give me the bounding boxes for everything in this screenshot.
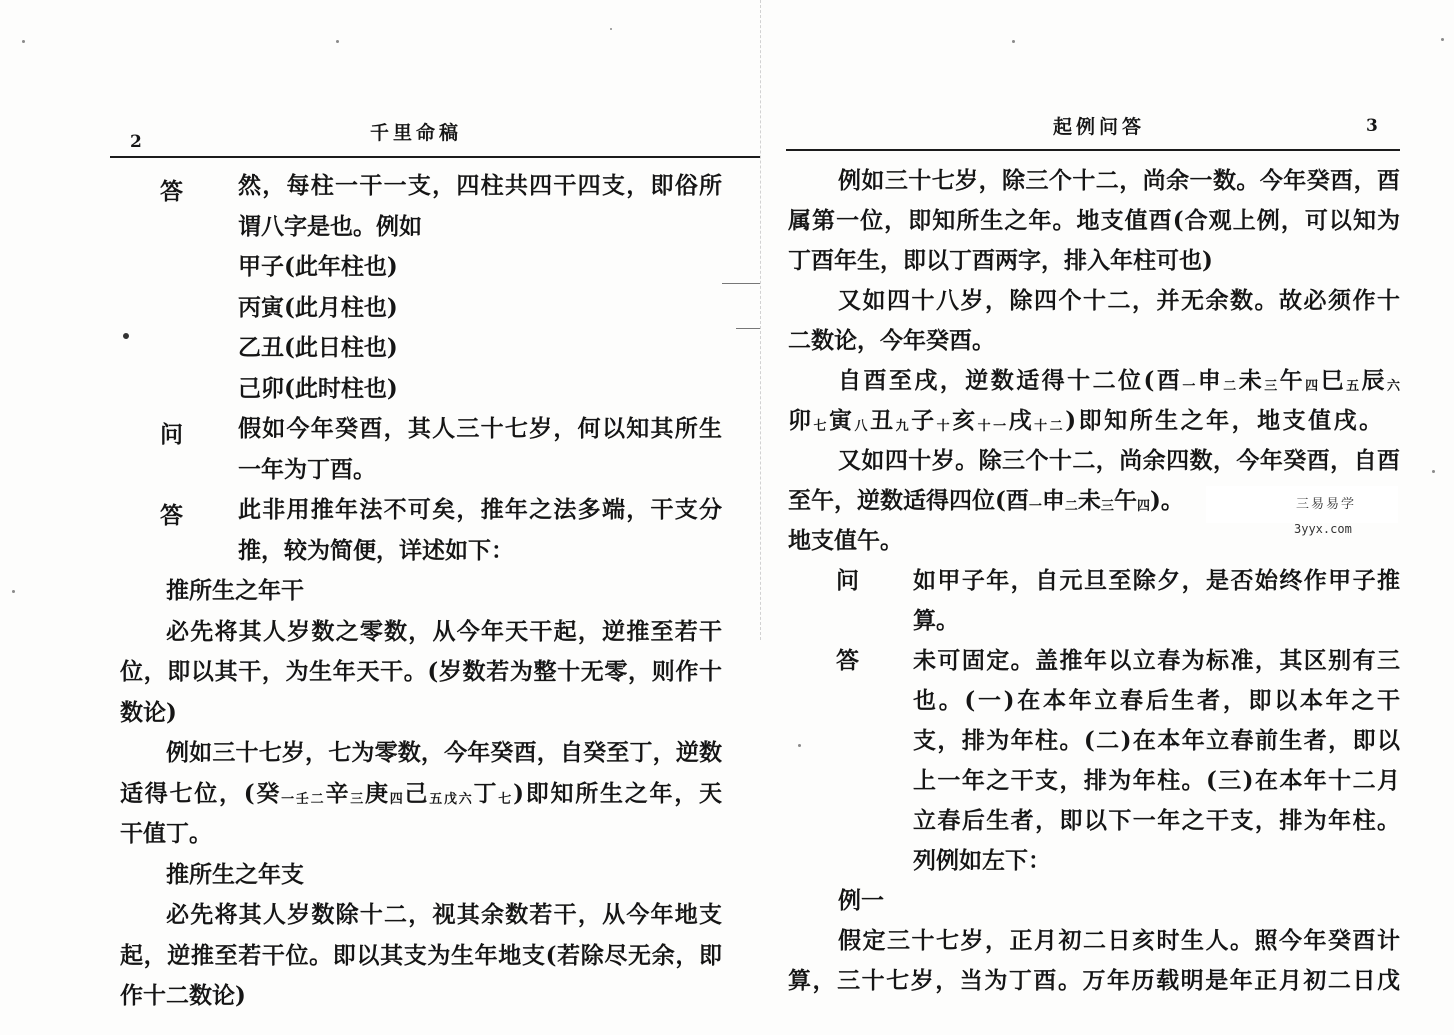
text-run: 庚 xyxy=(364,779,390,807)
text-run: 自酉至戌，逆数适得十二位(酉 xyxy=(838,367,1183,394)
question-label: 问 xyxy=(160,421,183,448)
text-line: 一年为丁酉。 xyxy=(238,455,376,483)
text-line: 假定三十七岁，正月初二日亥时生人。照今年癸酉计 xyxy=(838,927,1400,954)
text-line: 立春后生者，即以下一年之干支，排为年柱。 xyxy=(913,807,1400,834)
subscript-count: 十 xyxy=(936,419,953,434)
text-line: 地支值午。 xyxy=(788,527,903,554)
subscript-count: 二 xyxy=(1223,379,1239,394)
text-run: 亥 xyxy=(952,407,978,434)
answer-label: 答 xyxy=(836,647,859,674)
subscript-count: 四 xyxy=(1136,499,1150,514)
subscript-count: 九 xyxy=(895,419,912,434)
text-run: 寅 xyxy=(829,407,855,434)
subscript-count: 四 xyxy=(1305,379,1321,394)
subscript-count: 十二 xyxy=(1034,419,1066,434)
text-line: 位，即以其干，为生年天干。(岁数若为整十无零，则作十 xyxy=(120,658,722,685)
text-line: 然，每柱一干一支，四柱共四干四支，即俗所 xyxy=(238,172,722,199)
answer-block xyxy=(120,166,722,409)
right-running-head: 起例问答 xyxy=(1053,116,1146,138)
text-run: 申 xyxy=(1197,367,1224,394)
text-line: 甲子(此年柱也) xyxy=(238,253,398,280)
scan-speck xyxy=(12,590,15,593)
text-line: 又如四十岁。除三个十二，尚余四数，今年癸酉，自酉 xyxy=(838,447,1400,474)
text-line: 例如三十七岁，除三个十二，尚余一数。今年癸酉，酉 xyxy=(838,167,1400,194)
text-line: 作十二数论) xyxy=(120,982,246,1009)
right-page-body xyxy=(788,161,1400,1001)
text-line: 假如今年癸酉，其人三十七岁，何以知其所生 xyxy=(238,415,722,442)
text-line: 列例如左下： xyxy=(913,847,1051,874)
answer-label: 答 xyxy=(160,502,183,529)
text-run: 适得七位，(癸 xyxy=(120,779,282,807)
example-heading: 例一 xyxy=(838,887,884,914)
subscript-count: 十一 xyxy=(977,419,1009,434)
right-header-rule xyxy=(786,149,1400,151)
text-run: 申 xyxy=(1041,487,1065,514)
subscript-count: 二 xyxy=(1064,499,1078,514)
scan-mark xyxy=(736,328,760,329)
text-line: 二数论，今年癸酉。 xyxy=(788,327,995,354)
left-running-head: 千里命稿 xyxy=(370,122,463,144)
scan-speck xyxy=(22,40,25,43)
left-page-body xyxy=(120,166,722,1017)
page-gutter-shadow xyxy=(760,0,761,640)
scan-speck xyxy=(336,40,339,43)
subscript-count: 一壬二 xyxy=(281,791,326,807)
text-run: 戌 xyxy=(1008,407,1035,434)
text-run: )。 xyxy=(1149,487,1184,514)
right-page-number: 3 xyxy=(1366,116,1378,136)
text-run: 巳 xyxy=(1320,367,1347,394)
watermark-name: 三易易学 xyxy=(1296,497,1357,512)
subscript-count: 八 xyxy=(854,419,871,434)
text-run: )即知所生之年，天 xyxy=(513,779,722,807)
question-text xyxy=(913,561,1400,641)
watermark-site: 3yyx.com xyxy=(1294,522,1352,536)
text-run: 丑 xyxy=(870,407,896,434)
question-block xyxy=(788,561,1400,641)
text-run: 卯 xyxy=(788,407,814,434)
text-line: 丙寅(此月柱也) xyxy=(238,293,398,321)
text-line: 必先将其人岁数除十二，视其余数若干，从今年地支 xyxy=(166,901,722,928)
question-label: 问 xyxy=(836,567,859,594)
text-line: 起，逆推至若干位。即以其支为生年地支(若除尽无余，即 xyxy=(120,941,722,969)
text-run: 午 xyxy=(1113,487,1137,514)
text-line xyxy=(788,361,1400,401)
text-run: 午 xyxy=(1279,367,1306,394)
answer-text xyxy=(913,641,1400,881)
text-line: 如甲子年，自元旦至除夕，是否始终作甲子推 xyxy=(913,567,1400,594)
text-line: 算，三十七岁，当为丁酉。万年历载明是年正月初二日戊 xyxy=(788,967,1400,994)
text-run: 未 xyxy=(1238,367,1265,394)
text-line: 乙丑(此日柱也) xyxy=(238,334,398,361)
subscript-count: 三 xyxy=(1264,379,1280,394)
scan-mark xyxy=(722,283,760,284)
question-block xyxy=(120,409,722,490)
text-line: 未可固定。盖推年以立春为标准，其区别有三 xyxy=(913,647,1400,674)
left-page-number: 2 xyxy=(130,132,142,152)
answer-text xyxy=(238,490,722,571)
text-run: 辰 xyxy=(1361,367,1387,394)
subscript-count: 七 xyxy=(498,791,514,807)
text-line: 例如三十七岁，七为零数，今年癸酉，自癸至丁，逆数 xyxy=(166,739,722,766)
text-line: 推，较为简便，详述如下： xyxy=(238,536,514,564)
text-line xyxy=(788,401,1382,441)
text-run: 子 xyxy=(911,407,937,434)
question-text xyxy=(238,409,722,490)
text-run: )即知所生之年，地支值戌。 xyxy=(1065,407,1382,434)
subscript-count: 一 xyxy=(1028,499,1042,514)
answer-text xyxy=(238,166,722,409)
answer-label: 答 xyxy=(160,178,183,205)
text-line: 此非用推年法不可矣，推年之法多端，干支分 xyxy=(238,496,722,523)
answer-block xyxy=(788,641,1400,881)
left-header-rule xyxy=(110,156,760,158)
text-run: 至午，逆数适得四位(酉 xyxy=(788,487,1029,514)
scan-speck xyxy=(1012,40,1015,43)
text-run: 己 xyxy=(404,779,430,807)
text-line: 数论) xyxy=(120,698,177,726)
text-line: 谓八字是也。例如 xyxy=(238,212,422,240)
text-line: 上一年之干支，排为年柱。(三)在本年十二月 xyxy=(913,767,1400,794)
subscript-count: 七 xyxy=(813,419,830,434)
text-line: 干值丁。 xyxy=(120,820,212,847)
text-line: 丁酉年生，即以丁酉两字，排入年柱可也) xyxy=(788,247,1213,274)
text-line: 也。(一)在本年立春后生者，即以本年之干 xyxy=(913,687,1400,714)
text-line: 必先将其人岁数之零数，从今年天干起，逆推至若干 xyxy=(166,617,722,645)
text-line: 又如四十八岁，除四个十二，并无余数。故必须作十 xyxy=(838,287,1400,314)
text-line: 支，排为年柱。(二)在本年立春前生者，即以 xyxy=(913,727,1400,754)
text-run: 辛 xyxy=(325,779,351,807)
text-run: 丁 xyxy=(473,779,499,807)
answer-block xyxy=(120,490,722,571)
subscript-count: 六 xyxy=(1387,379,1400,394)
subscript-count: 五戊六 xyxy=(429,791,474,807)
text-line: 属第一位，即知所生之年。地支值酉(合观上例，可以知为 xyxy=(788,207,1400,234)
scan-speck xyxy=(610,28,612,30)
section-heading: 推所生之年支 xyxy=(166,860,304,888)
scan-speck xyxy=(1441,38,1444,41)
text-run: 未 xyxy=(1077,487,1101,514)
subscript-count: 一 xyxy=(1182,379,1198,394)
text-line: 己卯(此时柱也) xyxy=(238,374,398,402)
subscript-count: 四 xyxy=(389,791,405,807)
scan-speck xyxy=(1432,470,1435,473)
text-line: 算。 xyxy=(913,607,959,634)
subscript-count: 五 xyxy=(1346,379,1362,394)
section-heading: 推所生之年干 xyxy=(166,577,304,604)
text-line xyxy=(120,774,722,815)
subscript-count: 三 xyxy=(350,791,365,807)
subscript-count: 三 xyxy=(1100,499,1114,514)
